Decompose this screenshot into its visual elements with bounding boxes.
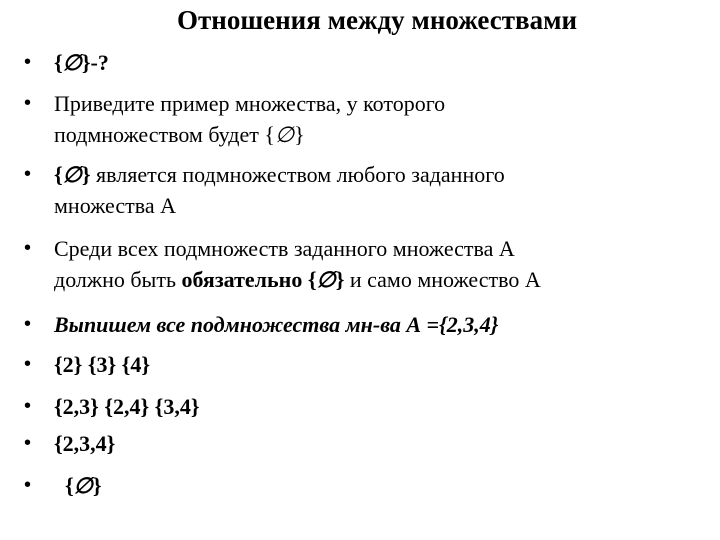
bullet-icon: •: [24, 237, 32, 259]
item-text: {2,3} {2,4} {3,4}: [54, 394, 200, 419]
bullet-icon: •: [24, 163, 32, 185]
list-item: [24, 159, 694, 221]
item-text: Приведите пример множества, у которого подмножеством будет {∅}: [54, 91, 446, 147]
item-text: {∅} является подмножеством любого заданного множества А: [54, 162, 505, 218]
empty-set-symbol: ∅: [62, 162, 82, 187]
item-text: Выпишем все подмножества мн-ва А ={2,3,4}: [54, 312, 499, 337]
item-text: {2,3,4}: [54, 431, 116, 456]
item-text: {∅}-?: [54, 50, 109, 75]
list-item: [24, 391, 694, 422]
item-text: {∅}: [54, 473, 102, 498]
item-text: Среди всех подмножеств заданного множества А должно быть обязательно {∅} и само множество А: [54, 236, 541, 292]
empty-set-symbol: ∅: [316, 267, 336, 292]
list-item: [24, 428, 694, 459]
item-text: {2} {3} {4}: [54, 352, 151, 377]
empty-set-symbol: ∅: [274, 122, 295, 147]
slide-title: Отношения между множествами: [177, 5, 578, 35]
bullet-icon: •: [24, 313, 32, 335]
list-item: [24, 233, 694, 295]
bullet-icon: •: [24, 432, 32, 454]
bullet-icon: •: [24, 92, 32, 114]
bullet-icon: •: [24, 474, 32, 496]
list-item: [24, 309, 694, 340]
empty-set-symbol: ∅: [73, 473, 93, 498]
list-item: [24, 88, 694, 150]
list-item: [24, 470, 694, 501]
list-item: [24, 47, 694, 78]
bullet-icon: •: [24, 353, 32, 375]
bullet-icon: •: [24, 395, 32, 417]
bullet-icon: •: [24, 51, 32, 73]
empty-set-symbol: ∅: [62, 50, 82, 75]
list-item: [24, 349, 694, 380]
